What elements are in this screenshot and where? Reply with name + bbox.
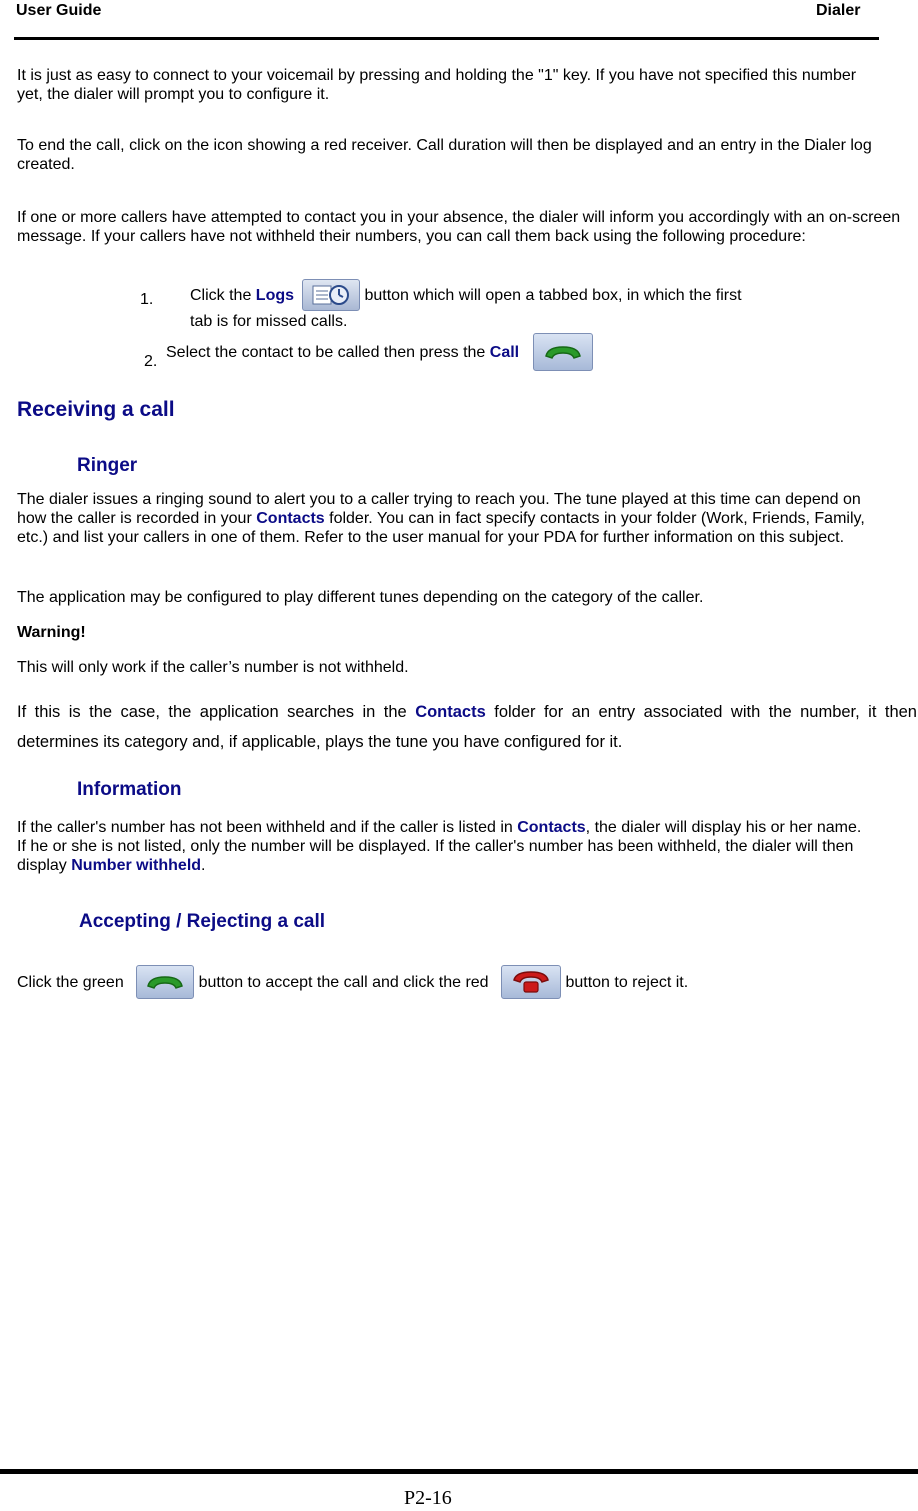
accepting-text-a: Click the green [17,973,129,991]
accepting-text-b: button to accept the call and click the red [194,973,494,991]
ringer-p3-text-b: folder for an entry associated with the number, it then determines its category and, if applicable, plays the tune you have configured for it. [17,703,917,751]
ringer-paragraph-1 [17,490,887,547]
intro-paragraph-2: To end the call, click on the icon showing a red receiver. Call duration will then be displayed and an entry in the Dialer log created. [17,137,872,173]
step-2-pre: Select the contact to be called then press the [166,343,490,361]
subsection-title-information: Information [77,779,182,800]
ringer-p3-contacts: Contacts [415,703,486,721]
ringer-p1-contacts: Contacts [256,510,325,527]
header-right: Dialer [816,2,861,19]
information-contacts: Contacts [517,819,586,836]
information-text-a: If the caller's number has not been withheld and if the caller is listed in [17,819,518,836]
logs-icon [302,279,360,311]
information-paragraph [17,818,867,875]
step-2 [166,333,593,371]
intro-paragraph-3: If one or more callers have attempted to contact you in your absence, the dialer will inform you accordingly with an on-screen message. If your callers have not withheld their numbers, you can call them back using the following procedure: [17,209,901,245]
subsection-title-ringer: Ringer [77,455,138,476]
ringer-paragraph-2: The application may be configured to play different tunes depending on the category of the caller. [17,589,704,606]
warning-label: Warning! [17,624,86,641]
ringer-p3-text-a: If this is the case, the application searches in the [17,703,416,721]
step-2-number: 2. [144,353,158,370]
red-receiver-icon [501,965,561,999]
ringer-p1-text-a: The dialer issues a ringing sound to alert you to a caller trying to reach you. The tune played at this time can depend on how the caller is recorded in your [17,491,861,527]
information-text-b: , the dialer will display his or her name. If he or she is not listed, only the number will be displayed. If the caller's number has been withheld, the dialer will then display [17,819,862,874]
information-text-c: . [201,857,206,874]
accepting-paragraph [17,964,688,1000]
green-receiver-icon [533,333,593,371]
step-1-post: button which will open a tabbed box, in which the first [360,286,742,304]
warning-text: This will only work if the caller’s number is not withheld. [17,659,409,676]
subsection-title-accepting: Accepting / Rejecting a call [79,911,326,932]
header-rule [14,37,879,40]
step-1-key: Logs [255,286,295,304]
green-receiver-icon [136,965,194,999]
information-number-withheld: Number withheld [71,857,202,874]
step-2-key: Call [489,343,520,361]
header-left: User Guide [16,2,102,19]
accepting-text-c: button to reject it. [561,973,689,991]
step-1-pre: Click the [190,286,256,304]
section-title-receiving: Receiving a call [17,398,175,421]
ringer-p1-text-b: folder. You can in fact specify contacts in your folder (Work, Friends, Family, etc.) and list your callers in one of them. Refer to the user manual for your PDA for further information on this subject. [17,510,865,546]
footer-rule [0,1469,918,1474]
intro-paragraph-1: It is just as easy to connect to your voicemail by pressing and holding the "1" key. If you have not specified this number yet, the dialer will prompt you to configure it. [17,67,857,103]
step-1 [190,278,890,331]
page-number: P2-16 [404,1487,452,1509]
step-1-post2: tab is for missed calls. [190,313,348,330]
ringer-paragraph-3 [17,697,917,757]
step-1-number: 1. [140,291,154,308]
